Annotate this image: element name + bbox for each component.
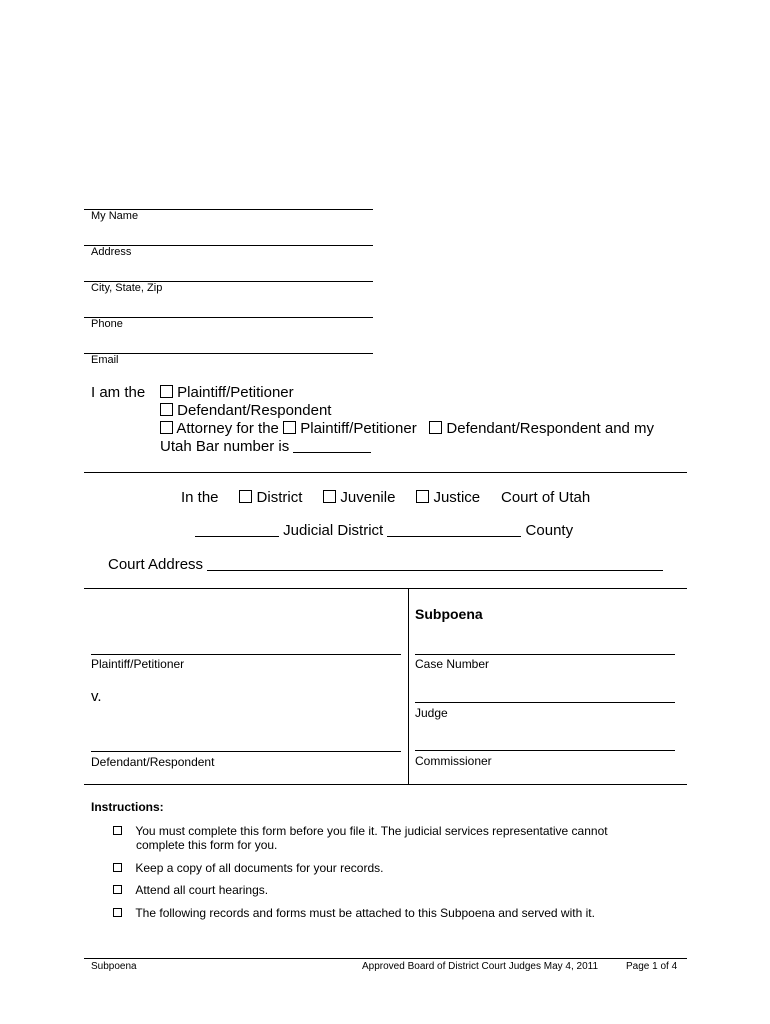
case-number-label: Case Number: [415, 657, 490, 671]
attorney-plaintiff-checkbox[interactable]: [283, 421, 296, 434]
divider-1: [84, 472, 687, 473]
judicial-district-field[interactable]: [195, 523, 279, 537]
divider-3: [84, 784, 687, 785]
commissioner-line[interactable]: [415, 750, 675, 751]
county-field[interactable]: [387, 523, 521, 537]
instruction-item: [113, 824, 608, 838]
instruction-bullet-icon: [113, 863, 122, 872]
commissioner-label: Commissioner: [415, 754, 492, 768]
email-line[interactable]: [84, 353, 373, 354]
phone-label: Phone: [91, 318, 123, 330]
attorney-checkbox[interactable]: [160, 421, 173, 434]
plaintiff-label: Plaintiff/Petitioner: [91, 657, 185, 671]
judge-label: Judge: [415, 706, 448, 720]
district-checkbox[interactable]: [239, 490, 252, 503]
defendant-checkbox[interactable]: [160, 403, 173, 416]
address-label: Address: [91, 246, 132, 258]
juvenile-label: Juvenile: [340, 489, 396, 506]
caption-divider: [408, 588, 409, 784]
instruction-item: [113, 861, 383, 875]
juvenile-checkbox[interactable]: [323, 490, 336, 503]
email-label: Email: [91, 354, 119, 366]
judicial-district-label: Judicial District: [283, 522, 384, 539]
in-the-label: In the: [181, 489, 219, 506]
instruction-text-continued: complete this form for you.: [136, 838, 278, 852]
footer-page-number: Page 1 of 4: [626, 961, 678, 972]
attorney-defendant-label: Defendant/Respondent and my: [446, 420, 655, 437]
instruction-bullet-icon: [113, 826, 122, 835]
footer-form-name: Subpoena: [91, 961, 137, 972]
my-name-label: My Name: [91, 210, 139, 222]
footer-rule: [84, 958, 687, 959]
divider-2: [84, 588, 687, 589]
district-label: District: [256, 489, 303, 506]
county-label: County: [525, 522, 574, 539]
city-state-zip-label: City, State, Zip: [91, 282, 163, 294]
court-of-utah-label: Court of Utah: [500, 489, 591, 506]
instruction-item: [113, 883, 268, 897]
phone-line[interactable]: [84, 317, 373, 318]
footer-approval: Approved Board of District Court Judges May 4, 2011: [362, 961, 599, 972]
defendant-line[interactable]: [91, 751, 401, 752]
justice-label: Justice: [433, 489, 481, 506]
court-address-label: Court Address: [108, 556, 204, 573]
instruction-text: Keep a copy of all documents for your records.: [135, 861, 384, 875]
plaintiff-line[interactable]: [91, 654, 401, 655]
instruction-text: The following records and forms must be attached to this Subpoena and served with it.: [135, 906, 595, 920]
plaintiff-checkbox[interactable]: [160, 385, 173, 398]
i-am-the-label: I am the: [91, 384, 146, 401]
justice-checkbox[interactable]: [416, 490, 429, 503]
instructions-heading: Instructions:: [91, 800, 164, 814]
subpoena-title: Subpoena: [415, 606, 483, 622]
defendant-label: Defendant/Respondent: [91, 755, 215, 769]
bar-number-field[interactable]: [293, 439, 371, 453]
versus-label: v.: [91, 688, 102, 705]
case-number-line[interactable]: [415, 654, 675, 655]
instruction-bullet-icon: [113, 885, 122, 894]
instruction-text: You must complete this form before you file it. The judicial services representative cannot: [135, 824, 608, 838]
court-address-field[interactable]: [207, 557, 663, 571]
attorney-defendant-checkbox[interactable]: [429, 421, 442, 434]
defendant-option-label: Defendant/Respondent: [177, 402, 332, 419]
plaintiff-option-label: Plaintiff/Petitioner: [177, 384, 294, 401]
attorney-plaintiff-label: Plaintiff/Petitioner: [300, 420, 417, 437]
judge-line[interactable]: [415, 702, 675, 703]
bar-number-label: Utah Bar number is: [160, 438, 290, 455]
instruction-item: [113, 906, 595, 920]
attorney-for-label: Attorney for the: [176, 420, 279, 437]
instruction-bullet-icon: [113, 908, 122, 917]
instruction-text: Attend all court hearings.: [135, 883, 269, 897]
